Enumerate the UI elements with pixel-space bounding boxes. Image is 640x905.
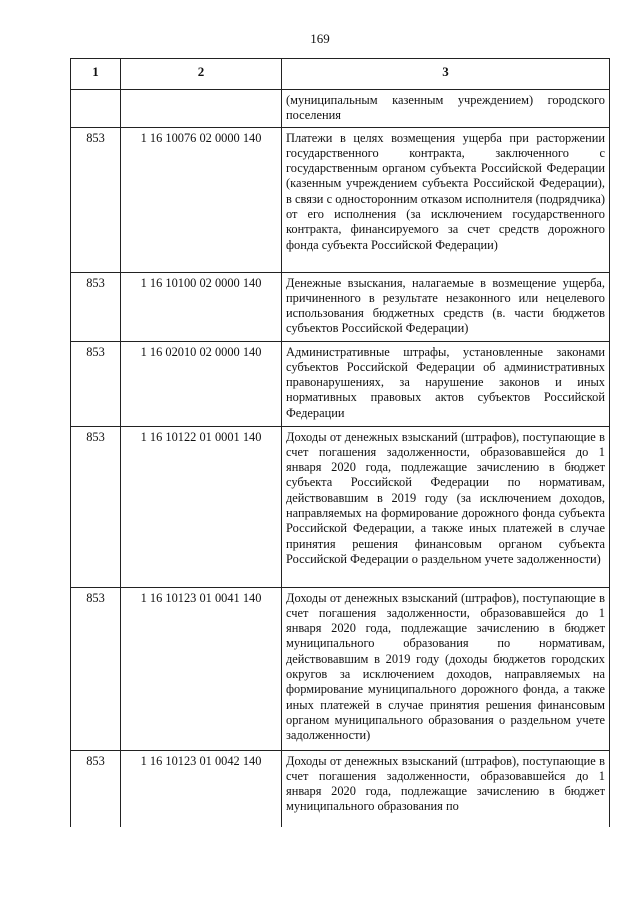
admin-code-cell: 853 (71, 272, 121, 341)
table-row (71, 426, 610, 587)
admin-code-cell: 853 (71, 127, 121, 272)
table-row (71, 272, 610, 341)
revenue-code-cell: 1 16 10076 02 0000 140 (121, 127, 282, 272)
description-cell: Доходы от денежных взысканий (штрафов), поступающие в счет погашения задолженности, образовавшейся до 1 января 2020 года, подлежащие зачислению в бюджет муниципального образования по (282, 750, 610, 827)
budget-codes-table (70, 58, 610, 827)
revenue-code-cell: 1 16 02010 02 0000 140 (121, 341, 282, 426)
column-header-3: 3 (282, 59, 610, 90)
admin-code-cell: 853 (71, 750, 121, 827)
table-header-row (71, 59, 610, 90)
admin-code-cell (71, 90, 121, 128)
description-cell: Доходы от денежных взысканий (штрафов), поступающие в счет погашения задолженности, образовавшейся до 1 января 2020 года, подлежащие зачислению в бюджет субъекта Российской Федерации по нормативам, действовавшим в 2019 году (за исключением доходов, направляемых на формирование дорожного фонда субъекта Российской Федерации, а также иных платежей в случае принятия решения финансовым органом субъекта Российской Федерации о раздельном учете задолженности) (282, 426, 610, 587)
admin-code-cell: 853 (71, 341, 121, 426)
page-number: 169 (310, 31, 330, 46)
description-cell: (муниципальным казенным учреждением) городского поселения (282, 90, 610, 128)
revenue-code-cell: 1 16 10100 02 0000 140 (121, 272, 282, 341)
admin-code-cell: 853 (71, 587, 121, 750)
revenue-code-cell: 1 16 10123 01 0041 140 (121, 587, 282, 750)
description-cell: Денежные взыскания, налагаемые в возмещение ущерба, причиненного в результате незаконного или нецелевого использования бюджетных средств (в. части бюджетов субъектов Российской Федерации) (282, 272, 610, 341)
revenue-code-cell: 1 16 10123 01 0042 140 (121, 750, 282, 827)
description-cell: Административные штрафы, установленные законами субъектов Российской Федерации об административных правонарушениях, за нарушение законов и иных нормативных правовых актов субъектов Российской Федерации (282, 341, 610, 426)
admin-code-cell: 853 (71, 426, 121, 587)
revenue-code-cell: 1 16 10122 01 0001 140 (121, 426, 282, 587)
description-cell: Доходы от денежных взысканий (штрафов), поступающие в счет погашения задолженности, образовавшейся до 1 января 2020 года, подлежащие зачислению в бюджет муниципального образования по нормативам, действовавшим в 2019 году (доходы бюджетов городских округов за исключением доходов, направляемых на формирование муниципального дорожного фонда, а также иных платежей в случае принятия решения финансовым органом муниципального образования о раздельном учете задолженности) (282, 587, 610, 750)
table-row (71, 341, 610, 426)
description-cell: Платежи в целях возмещения ущерба при расторжении государственного контракта, заключенного с государственным органом субъекта Российской Федерации (казенным учреждением субъекта Российской Федерации), в связи с односторонним отказом исполнителя (подрядчика) от его исполнения (за исключением государственного контракта, финансируемого за счет средств дорожного фонда субъекта Российской Федерации) (282, 127, 610, 272)
table-row (71, 127, 610, 272)
table-row (71, 90, 610, 128)
revenue-code-cell (121, 90, 282, 128)
column-header-1: 1 (71, 59, 121, 90)
table-row (71, 750, 610, 827)
column-header-2: 2 (121, 59, 282, 90)
table-row (71, 587, 610, 750)
